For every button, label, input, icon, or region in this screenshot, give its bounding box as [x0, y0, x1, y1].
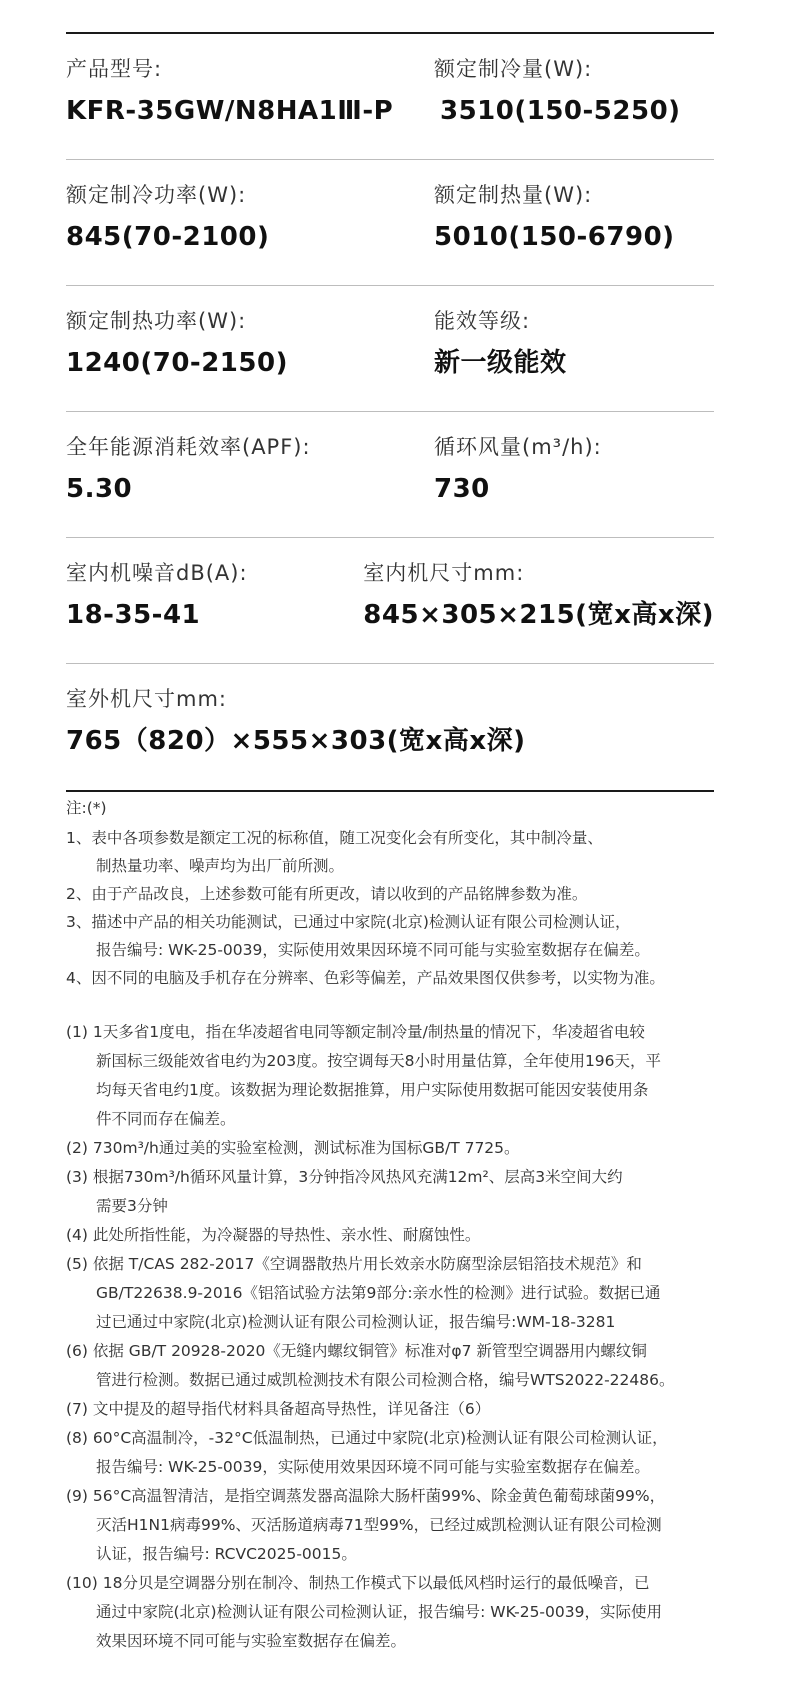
spec-value: 765（820）×555×303(宽x高x深) — [66, 726, 526, 756]
note-item: 2、由于产品改良，上述参数可能有所更改，请以收到的产品铭牌参数为准。 — [66, 885, 588, 903]
spec-cell — [66, 54, 434, 159]
spec-label: 能效等级: — [434, 309, 531, 333]
spec-cell — [363, 558, 714, 663]
spec-row — [66, 286, 714, 411]
spec-row — [66, 34, 714, 159]
footnote: (6) 依据 GB/T 20928-2020《无缝内螺纹铜管》标准对φ7 新管型空调器用内螺纹铜 — [66, 1342, 647, 1360]
bottom-divider — [66, 790, 714, 792]
spec-value: 18-35-41 — [66, 600, 201, 630]
footnote: (9) 56°C高温智清洁，是指空调蒸发器高温除大肠杆菌99%、除金黄色葡萄球菌99%， — [66, 1487, 666, 1505]
spec-label: 室内机尺寸mm: — [363, 561, 525, 585]
footnote-cont: GB/T22638.9-2016《铝箔试验方法第9部分:亲水性的检测》进行试验。数据已通 — [96, 1284, 661, 1302]
footnote: (3) 根据730m³/h循环风量计算，3分钟指冷风热风充满12m²、层高3米空间大约 — [66, 1168, 623, 1186]
spec-label: 全年能源消耗效率(APF): — [66, 435, 311, 459]
spec-value: 845(70-2100) — [66, 222, 270, 252]
footnote-cont: 认证，报告编号: RCVC2025-0015。 — [96, 1545, 357, 1563]
spec-row — [66, 538, 714, 663]
spec-cell — [434, 54, 714, 159]
footnote-cont: 管进行检测。数据已通过威凯检测技术有限公司检测合格，编号WTS2022-22486。 — [96, 1371, 675, 1389]
footnote-cont: 通过中家院(北京)检测认证有限公司检测认证，报告编号: WK-25-0039，实际使用 — [96, 1603, 662, 1621]
spec-value: 3510(150-5250) — [440, 96, 681, 126]
spec-label: 额定制热功率(W): — [66, 309, 247, 333]
spec-cell — [66, 180, 434, 285]
footnote: (4) 此处所指性能，为冷凝器的导热性、亲水性、耐腐蚀性。 — [66, 1226, 481, 1244]
footnote-cont: 灭活H1N1病毒99%、灭活肠道病毒71型99%，已经过威凯检测认证有限公司检测 — [96, 1516, 662, 1534]
footnote-cont: 新国标三级能效省电约为203度。按空调每天8小时用量估算，全年使用196天，平 — [96, 1052, 662, 1070]
spec-cell — [66, 432, 434, 537]
note-item-cont: 报告编号: WK-25-0039，实际使用效果因环境不同可能与实验室数据存在偏差。 — [96, 941, 650, 959]
spec-cell — [66, 306, 434, 411]
note-item: 4、因不同的电脑及手机存在分辨率、色彩等偏差，产品效果图仅供参考，以实物为准。 — [66, 969, 665, 987]
footnote-cont: 件不同而存在偏差。 — [96, 1110, 236, 1128]
spec-label: 室外机尺寸mm: — [66, 687, 227, 711]
footnote: (8) 60°C高温制冷，-32°C低温制热，已通过中家院(北京)检测认证有限公司检测认证， — [66, 1429, 668, 1447]
spec-cell — [66, 558, 363, 663]
spec-label: 产品型号: — [66, 57, 163, 81]
spec-value: 845×305×215(宽x高x深) — [363, 600, 714, 630]
notes-section — [66, 794, 766, 1656]
spec-value: 5010(150-6790) — [434, 222, 675, 252]
footnote-cont: 过已通过中家院(北京)检测认证有限公司检测认证，报告编号:WM-18-3281 — [96, 1313, 616, 1331]
spec-cell — [434, 180, 714, 285]
footnote-cont: 效果因环境不同可能与实验室数据存在偏差。 — [96, 1632, 407, 1650]
spec-label: 循环风量(m³/h): — [434, 435, 602, 459]
footnote: (7) 文中提及的超导指代材料具备超高导热性，详见备注（6） — [66, 1400, 491, 1418]
footnote: (1) 1天多省1度电，指在华凌超省电同等额定制冷量/制热量的情况下，华凌超省电较 — [66, 1023, 645, 1041]
spec-value: 1240(70-2150) — [66, 348, 288, 378]
note-item: 1、表中各项参数是额定工况的标称值，随工况变化会有所变化，其中制冷量、 — [66, 829, 603, 847]
footnote: (2) 730m³/h通过美的实验室检测，测试标准为国标GB/T 7725。 — [66, 1139, 520, 1157]
spec-label: 额定制热量(W): — [434, 183, 593, 207]
spec-cell — [434, 432, 714, 537]
spec-table — [66, 32, 714, 792]
footnote: (5) 依据 T/CAS 282-2017《空调器散热片用长效亲水防腐型涂层铝箔技术规范》和 — [66, 1255, 642, 1273]
spec-label: 额定制冷功率(W): — [66, 183, 247, 207]
footnote-cont: 报告编号: WK-25-0039，实际使用效果因环境不同可能与实验室数据存在偏差。 — [96, 1458, 650, 1476]
note-item-cont: 制热量功率、噪声均为出厂前所测。 — [96, 857, 345, 875]
spec-cell — [434, 306, 714, 411]
footnote-cont: 需要3分钟 — [96, 1197, 168, 1215]
spec-cell — [66, 684, 714, 790]
spec-label: 额定制冷量(W): — [434, 57, 593, 81]
spec-row — [66, 160, 714, 285]
notes-title: 注:(*) — [66, 799, 107, 817]
spec-value: 新一级能效 — [434, 348, 567, 378]
footnote: (10) 18分贝是空调器分别在制冷、制热工作模式下以最低风档时运行的最低噪音，已 — [66, 1574, 650, 1592]
note-item: 3、描述中产品的相关功能测试，已通过中家院(北京)检测认证有限公司检测认证， — [66, 913, 631, 931]
spec-row — [66, 412, 714, 537]
spec-label: 室内机噪音dB(A): — [66, 561, 248, 585]
spec-row — [66, 664, 714, 790]
spec-value: KFR-35GW/N8HA1Ⅲ-P — [66, 96, 394, 126]
spec-value: 730 — [434, 474, 490, 504]
footnote-cont: 均每天省电约1度。该数据为理论数据推算，用户实际使用数据可能因安装使用条 — [96, 1081, 649, 1099]
spec-value: 5.30 — [66, 474, 133, 504]
